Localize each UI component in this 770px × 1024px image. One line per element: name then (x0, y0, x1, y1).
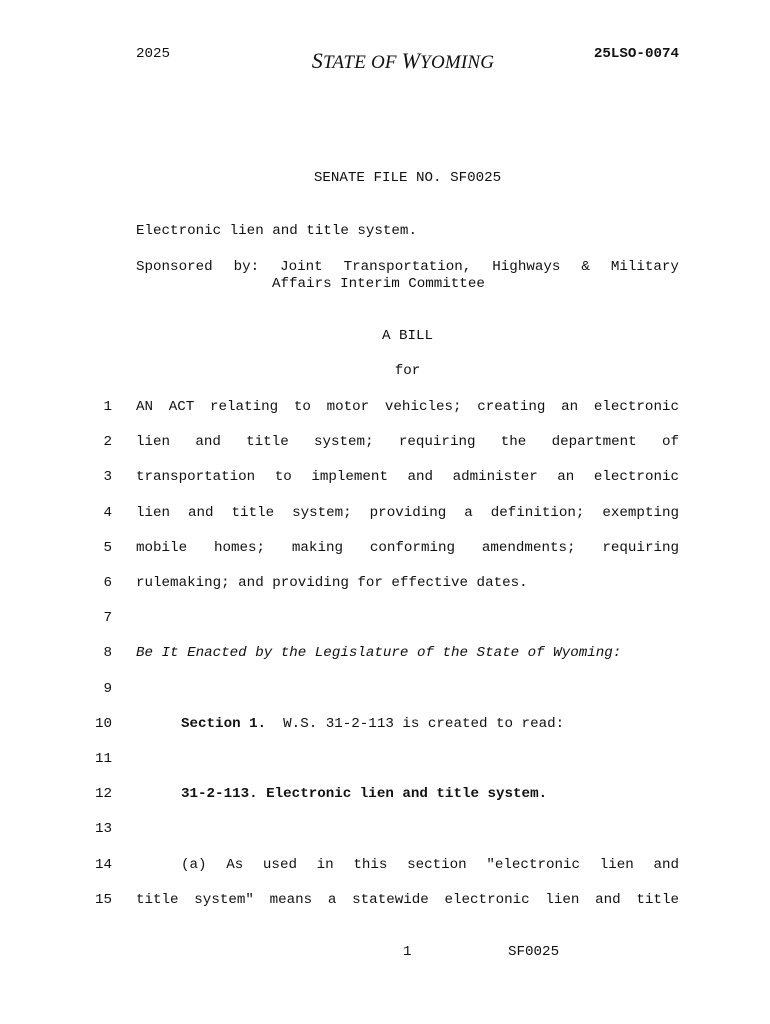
state-initial-s: S (311, 48, 323, 73)
word: an (561, 399, 579, 415)
word: requiring (398, 434, 476, 450)
word: title (136, 892, 179, 908)
word: section (407, 857, 467, 873)
line-number: 15 (94, 892, 112, 908)
word: homes; (213, 540, 266, 556)
word: lien (136, 505, 171, 521)
state-initial-w: W (401, 48, 421, 73)
word: ACT (168, 399, 195, 415)
word: conforming (369, 540, 455, 556)
word: requiring (602, 540, 679, 556)
word: administer (452, 469, 538, 485)
word: title (231, 505, 275, 521)
line-number: 13 (94, 821, 112, 837)
word: lien (545, 892, 580, 908)
line-number: 7 (103, 610, 112, 626)
sponsor-word: Transportation, (343, 259, 472, 275)
word: lien (136, 434, 171, 450)
word: (a) (181, 857, 207, 873)
line-number: 4 (103, 505, 112, 521)
word: of (661, 434, 679, 450)
section-heading (136, 786, 679, 802)
word: means (269, 892, 313, 908)
line-number: 5 (103, 540, 112, 556)
bold-label: Section 1. (181, 716, 267, 732)
bill-short-title: Electronic lien and title system. (136, 223, 417, 239)
sponsor-word: Joint (280, 259, 323, 275)
footer-file-id: SF0025 (508, 944, 560, 960)
word: electronic (444, 892, 530, 908)
line-number: 8 (103, 645, 112, 661)
a-bill-heading: A BILL (381, 328, 434, 344)
header-year: 2025 (136, 46, 171, 62)
bold-label: 31-2-113. Electronic lien and title system. (181, 786, 548, 802)
line-number: 2 (103, 434, 112, 450)
sponsor-word: Military (610, 259, 679, 275)
word: electronic (593, 469, 679, 485)
state-text-2: YOMING (420, 52, 495, 73)
word: in (316, 857, 334, 873)
word: creating (477, 399, 546, 415)
bill-line-text (136, 857, 679, 873)
enacting-clause: Be It Enacted by the Legislature of the State of Wyoming: (136, 645, 622, 661)
word: to (274, 469, 292, 485)
word: electronic (593, 399, 679, 415)
word: statewide (352, 892, 429, 908)
word: implement (311, 469, 388, 485)
word: relating (210, 399, 279, 415)
line-number: 10 (94, 716, 112, 732)
word: mobile (136, 540, 188, 556)
word: system; (292, 505, 352, 521)
line-number: 14 (94, 857, 112, 873)
bill-line-text (136, 399, 679, 415)
word: vehicles; (384, 399, 462, 415)
state-text-1: TATE OF (322, 52, 402, 73)
line-number: 3 (103, 469, 112, 485)
sponsor-line-1 (136, 259, 679, 275)
section-intro (136, 716, 679, 732)
word: and (407, 469, 434, 485)
word: AN (136, 399, 154, 415)
word: "electronic (486, 857, 581, 873)
word: and (595, 892, 621, 908)
word: and (195, 434, 221, 450)
word: exempting (602, 505, 679, 521)
word: making (291, 540, 343, 556)
sponsor-word: by: (233, 259, 260, 275)
word: used (262, 857, 297, 873)
header-lso-number: 25LSO-0074 (593, 46, 679, 62)
word: title (636, 892, 679, 908)
word: system; (313, 434, 374, 450)
word: motor (326, 399, 370, 415)
bill-line-text (136, 505, 679, 521)
word: an (557, 469, 575, 485)
bill-line-text (136, 892, 679, 908)
bill-line-text (136, 434, 679, 450)
line-rest: W.S. 31-2-113 is created to read: (266, 716, 565, 732)
sponsor-word: Highways (492, 259, 561, 275)
sponsor-line-2: Affairs Interim Committee (272, 276, 485, 292)
line-number: 1 (103, 399, 112, 415)
word: and (188, 505, 214, 521)
word: definition; (490, 505, 585, 521)
word: and (653, 857, 679, 873)
sponsor-word: Sponsored (136, 259, 213, 275)
bill-line-text (136, 469, 679, 485)
word: the (500, 434, 527, 450)
word: amendments; (481, 540, 576, 556)
word: title (246, 434, 289, 450)
word: providing (369, 505, 447, 521)
for-heading: for (394, 363, 421, 379)
line-number: 9 (103, 681, 112, 697)
word: lien (599, 857, 634, 873)
line-number: 12 (94, 786, 112, 802)
line-number: 11 (94, 751, 112, 767)
line-number: 6 (103, 575, 112, 591)
word: a (464, 505, 473, 521)
word: system" (194, 892, 254, 908)
word: this (353, 857, 388, 873)
sponsor-word: & (581, 259, 590, 275)
bill-line-text: rulemaking; and providing for effective dates. (136, 575, 528, 591)
bill-line-text (136, 540, 679, 556)
footer-page-number: 1 (403, 944, 412, 960)
word: a (327, 892, 337, 908)
word: transportation (136, 469, 256, 485)
word: to (293, 399, 311, 415)
senate-file-number: SENATE FILE NO. SF0025 (313, 170, 502, 186)
word: As (226, 857, 244, 873)
word: department (551, 434, 637, 450)
